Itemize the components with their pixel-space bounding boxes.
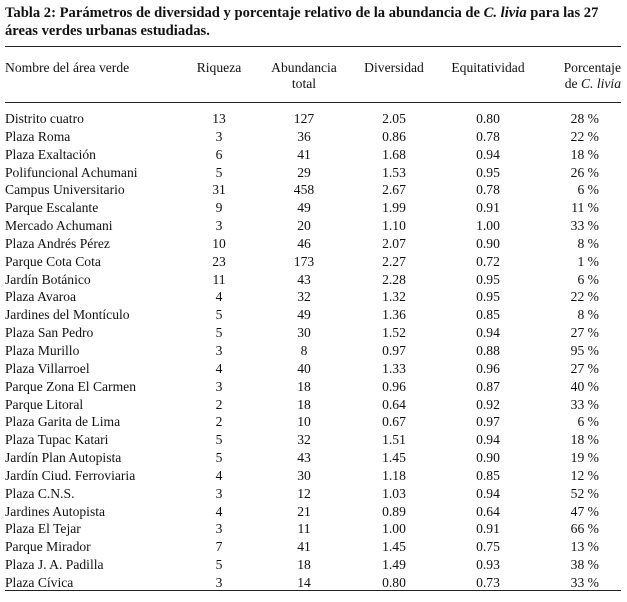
- cell-diversidad: 1.10: [382, 218, 406, 234]
- table-row: [0, 538, 627, 556]
- cell-diversidad: 2.27: [382, 253, 406, 269]
- caption-species: C. livia: [483, 5, 527, 21]
- cell-porcentaje: 13 %: [570, 539, 599, 555]
- caption-text-before: Parámetros de diversidad y porcentaje relativo de la abundancia de: [59, 5, 480, 21]
- cell-riqueza: 23: [212, 253, 226, 269]
- cell-equitatividad: 0.85: [476, 467, 500, 483]
- cell-equitatividad: 0.80: [476, 111, 500, 126]
- cell-riqueza: 5: [215, 164, 223, 180]
- table-body: [0, 110, 627, 592]
- cell-equitatividad: 1.00: [476, 218, 500, 234]
- cell-porcentaje: 1 %: [577, 253, 599, 269]
- cell-diversidad: 0.64: [382, 396, 406, 412]
- cell-riqueza: 10: [212, 235, 226, 251]
- cell-porcentaje: 40 %: [570, 378, 599, 394]
- cell-abundancia: 36: [297, 128, 311, 144]
- cell-abundancia: 46: [297, 235, 311, 251]
- cell-porcentaje: 27 %: [570, 360, 599, 376]
- cell-equitatividad: 0.94: [476, 146, 500, 162]
- cell-abundancia: 458: [293, 182, 315, 198]
- table-top-rule: [5, 46, 621, 47]
- table-row: [0, 235, 627, 253]
- cell-porcentaje: 6 %: [577, 271, 599, 287]
- cell-equitatividad: 0.78: [476, 128, 500, 144]
- cell-diversidad: 2.67: [382, 182, 406, 198]
- cell-equitatividad: 0.91: [476, 200, 500, 216]
- cell-riqueza: 3: [215, 128, 223, 144]
- cell-name: Plaza Exaltación: [5, 146, 96, 162]
- table-row: [0, 520, 627, 538]
- cell-equitatividad: 0.94: [476, 485, 500, 501]
- cell-riqueza: 7: [215, 539, 223, 555]
- cell-abundancia: 43: [297, 271, 311, 287]
- cell-equitatividad: 0.97: [476, 414, 500, 430]
- cell-name: Mercado Achumani: [5, 218, 113, 234]
- cell-name: Parque Cota Cota: [5, 253, 101, 269]
- cell-riqueza: 2: [215, 396, 223, 412]
- cell-abundancia: 32: [297, 289, 311, 305]
- cell-riqueza: 3: [215, 521, 223, 537]
- cell-diversidad: 1.51: [382, 432, 406, 448]
- table-row: [0, 306, 627, 324]
- cell-riqueza: 9: [215, 200, 223, 216]
- cell-name: Plaza Avaroa: [5, 289, 77, 305]
- cell-name: Jardín Ciud. Ferroviaria: [5, 467, 136, 483]
- cell-name: Plaza San Pedro: [5, 325, 94, 341]
- caption-text-after: para las 27 áreas verdes urbanas estudiadas.: [5, 5, 599, 39]
- cell-riqueza: 5: [215, 325, 223, 341]
- cell-abundancia: 10: [297, 414, 311, 430]
- cell-porcentaje: 38 %: [570, 557, 599, 573]
- cell-diversidad: 2.28: [382, 271, 406, 287]
- cell-porcentaje: 8 %: [577, 307, 599, 323]
- cell-porcentaje: 6 %: [577, 414, 599, 430]
- cell-porcentaje: 66 %: [570, 521, 599, 537]
- cell-name: Campus Universitario: [5, 182, 125, 198]
- cell-diversidad: 1.45: [382, 539, 406, 555]
- cell-riqueza: 4: [215, 289, 223, 305]
- cell-diversidad: 0.86: [382, 128, 406, 144]
- table-row: [0, 164, 627, 182]
- cell-diversidad: 0.80: [382, 574, 406, 590]
- cell-diversidad: 0.96: [382, 378, 406, 394]
- cell-riqueza: 5: [215, 450, 223, 466]
- cell-equitatividad: 0.64: [476, 503, 500, 519]
- cell-porcentaje: 33 %: [570, 218, 599, 234]
- header-abundancia-line2: total: [291, 76, 317, 91]
- cell-porcentaje: 33 %: [570, 396, 599, 412]
- cell-diversidad: 1.68: [382, 146, 406, 162]
- cell-diversidad: 2.05: [382, 111, 406, 126]
- cell-diversidad: 0.97: [382, 342, 406, 358]
- cell-name: Plaza Roma: [5, 128, 71, 144]
- cell-name: Distrito cuatro: [5, 111, 84, 126]
- header-porcentaje-de: de: [564, 76, 578, 91]
- cell-abundancia: 127: [293, 111, 315, 126]
- cell-equitatividad: 0.87: [476, 378, 500, 394]
- table-row: [0, 217, 627, 235]
- cell-name: Jardines Autopista: [5, 503, 106, 519]
- cell-abundancia: 173: [293, 253, 315, 269]
- cell-porcentaje: 19 %: [570, 450, 599, 466]
- cell-diversidad: 1.00: [382, 521, 406, 537]
- table-row: [0, 503, 627, 521]
- cell-equitatividad: 0.72: [476, 253, 500, 269]
- cell-equitatividad: 0.73: [476, 574, 500, 590]
- caption-label: Tabla 2:: [5, 5, 56, 21]
- cell-porcentaje: 12 %: [570, 467, 599, 483]
- table-row: [0, 485, 627, 503]
- header-porcentaje-line1: Porcentaje: [563, 60, 621, 75]
- cell-abundancia: 8: [300, 342, 308, 358]
- cell-name: Jardín Plan Autopista: [5, 450, 122, 466]
- cell-equitatividad: 0.95: [476, 164, 500, 180]
- cell-abundancia: 43: [297, 450, 311, 466]
- cell-riqueza: 3: [215, 574, 223, 590]
- cell-name: Parque Litoral: [5, 396, 84, 412]
- cell-porcentaje: 47 %: [570, 503, 599, 519]
- cell-equitatividad: 0.92: [476, 396, 500, 412]
- cell-porcentaje: 6 %: [577, 182, 599, 198]
- table-row: [0, 360, 627, 378]
- cell-name: Jardines del Montículo: [5, 307, 130, 323]
- header-porcentaje: [545, 60, 621, 92]
- cell-equitatividad: 0.75: [476, 539, 500, 555]
- cell-diversidad: 1.36: [382, 307, 406, 323]
- cell-porcentaje: 27 %: [570, 325, 599, 341]
- cell-name: Parque Mirador: [5, 539, 91, 555]
- cell-diversidad: 0.89: [382, 503, 406, 519]
- cell-equitatividad: 0.96: [476, 360, 500, 376]
- cell-riqueza: 4: [215, 503, 223, 519]
- cell-name: Plaza C.N.S.: [5, 485, 75, 501]
- header-porcentaje-line2: [545, 76, 621, 92]
- cell-riqueza: 6: [215, 146, 223, 162]
- cell-name: Parque Escalante: [5, 200, 99, 216]
- table-row: [0, 467, 627, 485]
- cell-abundancia: 20: [297, 218, 311, 234]
- table-row: [0, 413, 627, 431]
- table-row: [0, 146, 627, 164]
- cell-equitatividad: 0.94: [476, 432, 500, 448]
- cell-porcentaje: 18 %: [570, 146, 599, 162]
- header-equitatividad: Equitatividad: [451, 60, 525, 75]
- table-caption: [5, 4, 621, 40]
- cell-riqueza: 4: [215, 360, 223, 376]
- cell-abundancia: 18: [297, 378, 311, 394]
- cell-porcentaje: 52 %: [570, 485, 599, 501]
- cell-abundancia: 11: [297, 521, 311, 537]
- header-name: Nombre del área verde: [5, 60, 130, 75]
- cell-name: Plaza Villarroel: [5, 360, 90, 376]
- cell-name: Plaza J. A. Padilla: [5, 557, 104, 573]
- cell-name: Plaza El Tejar: [5, 521, 81, 537]
- cell-diversidad: 0.67: [382, 414, 406, 430]
- cell-porcentaje: 18 %: [570, 432, 599, 448]
- cell-diversidad: 1.53: [382, 164, 406, 180]
- cell-equitatividad: 0.90: [476, 450, 500, 466]
- cell-abundancia: 41: [297, 146, 311, 162]
- table-row: [0, 378, 627, 396]
- cell-abundancia: 21: [297, 503, 311, 519]
- cell-abundancia: 18: [297, 396, 311, 412]
- cell-equitatividad: 0.94: [476, 325, 500, 341]
- cell-abundancia: 29: [297, 164, 311, 180]
- cell-porcentaje: 11 %: [571, 200, 599, 216]
- cell-riqueza: 31: [212, 182, 226, 198]
- table-row: [0, 288, 627, 306]
- cell-name: Plaza Garita de Lima: [5, 414, 121, 430]
- cell-riqueza: 5: [215, 557, 223, 573]
- header-abundancia: [263, 60, 345, 92]
- cell-porcentaje: 28 %: [570, 111, 599, 126]
- table-bottom-rule: [5, 590, 621, 591]
- cell-abundancia: 32: [297, 432, 311, 448]
- cell-porcentaje: 95 %: [570, 342, 599, 358]
- cell-equitatividad: 0.95: [476, 271, 500, 287]
- table-row: [0, 324, 627, 342]
- cell-equitatividad: 0.95: [476, 289, 500, 305]
- cell-diversidad: 1.33: [382, 360, 406, 376]
- cell-equitatividad: 0.90: [476, 235, 500, 251]
- cell-equitatividad: 0.88: [476, 342, 500, 358]
- cell-riqueza: 3: [215, 342, 223, 358]
- cell-equitatividad: 0.91: [476, 521, 500, 537]
- cell-porcentaje: 8 %: [577, 235, 599, 251]
- cell-diversidad: 2.07: [382, 235, 406, 251]
- cell-riqueza: 13: [212, 111, 226, 126]
- cell-porcentaje: 22 %: [570, 289, 599, 305]
- cell-riqueza: 2: [215, 414, 223, 430]
- cell-riqueza: 3: [215, 485, 223, 501]
- cell-name: Polifuncional Achumani: [5, 164, 138, 180]
- cell-equitatividad: 0.78: [476, 182, 500, 198]
- table-row: [0, 181, 627, 199]
- header-porcentaje-species: C. livia: [580, 76, 621, 91]
- cell-abundancia: 12: [297, 485, 311, 501]
- cell-diversidad: 1.45: [382, 450, 406, 466]
- cell-diversidad: 1.18: [382, 467, 406, 483]
- cell-riqueza: 3: [215, 378, 223, 394]
- cell-diversidad: 1.32: [382, 289, 406, 305]
- table-row: [0, 431, 627, 449]
- cell-riqueza: 11: [212, 271, 226, 287]
- cell-abundancia: 41: [297, 539, 311, 555]
- cell-name: Plaza Andrés Pérez: [5, 235, 110, 251]
- cell-name: Jardín Botánico: [5, 271, 91, 287]
- cell-diversidad: 1.52: [382, 325, 406, 341]
- header-riqueza: Riqueza: [196, 60, 242, 75]
- cell-abundancia: 49: [297, 200, 311, 216]
- cell-diversidad: 1.49: [382, 557, 406, 573]
- table-row: [0, 199, 627, 217]
- cell-abundancia: 18: [297, 557, 311, 573]
- cell-abundancia: 40: [297, 360, 311, 376]
- cell-abundancia: 30: [297, 467, 311, 483]
- cell-diversidad: 1.03: [382, 485, 406, 501]
- table-header-rule: [5, 102, 621, 103]
- table-row: [0, 271, 627, 289]
- cell-porcentaje: 26 %: [570, 164, 599, 180]
- cell-equitatividad: 0.85: [476, 307, 500, 323]
- table-row: [0, 396, 627, 414]
- cell-porcentaje: 33 %: [570, 574, 599, 590]
- cell-abundancia: 14: [297, 574, 311, 590]
- cell-riqueza: 5: [215, 307, 223, 323]
- table-row: [0, 342, 627, 360]
- cell-name: Plaza Murillo: [5, 342, 80, 358]
- cell-riqueza: 4: [215, 467, 223, 483]
- cell-porcentaje: 22 %: [570, 128, 599, 144]
- cell-name: Plaza Tupac Katari: [5, 432, 109, 448]
- cell-riqueza: 5: [215, 432, 223, 448]
- cell-name: Plaza Cívica: [5, 574, 74, 590]
- table-row: [0, 128, 627, 146]
- header-abundancia-line1: Abundancia: [271, 60, 337, 75]
- table-row: [0, 253, 627, 271]
- cell-abundancia: 49: [297, 307, 311, 323]
- cell-diversidad: 1.99: [382, 200, 406, 216]
- header-diversidad: Diversidad: [364, 60, 424, 75]
- table-row: [0, 556, 627, 574]
- cell-equitatividad: 0.93: [476, 557, 500, 573]
- cell-riqueza: 3: [215, 218, 223, 234]
- cell-name: Parque Zona El Carmen: [5, 378, 136, 394]
- table-row: [0, 110, 627, 128]
- table-row: [0, 449, 627, 467]
- cell-abundancia: 30: [297, 325, 311, 341]
